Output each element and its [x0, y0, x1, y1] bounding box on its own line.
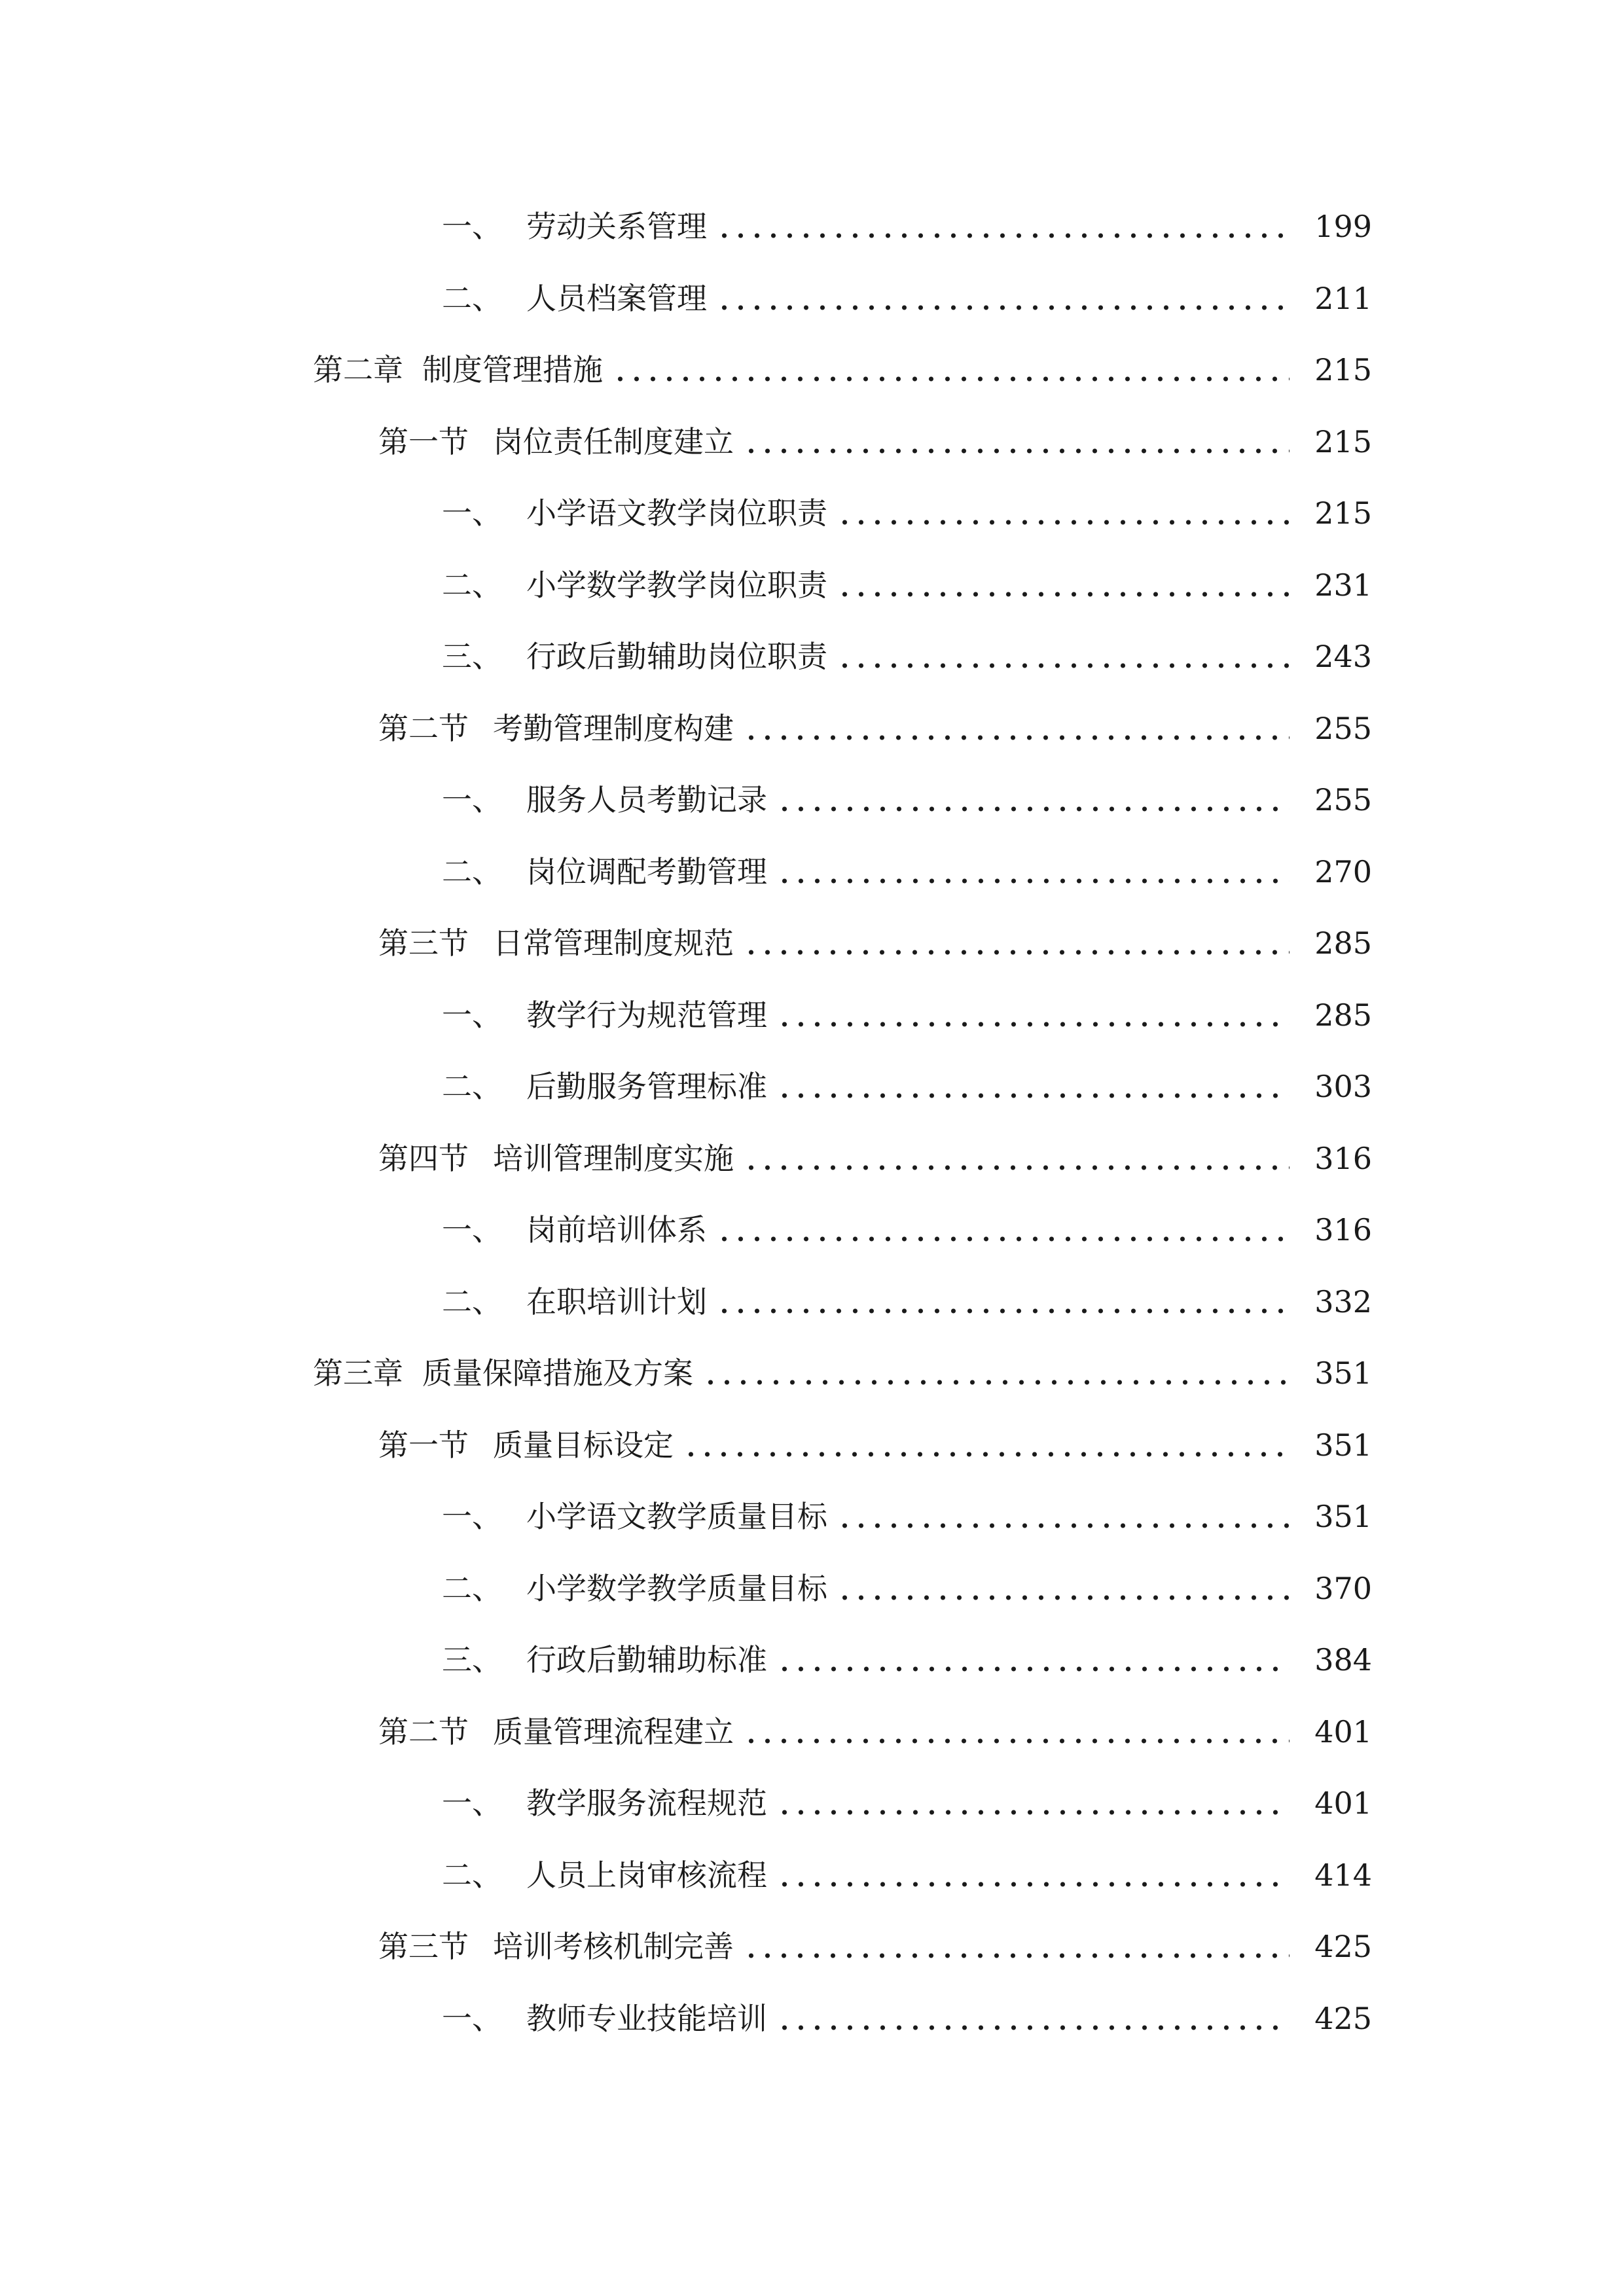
toc-entry-number: 一、 [442, 2001, 502, 2036]
toc-entry-number: 第三章 [313, 1355, 403, 1391]
toc-entry-title: 教学服务流程规范 [526, 1785, 767, 1821]
toc-entry-title: 行政后勤辅助标准 [526, 1642, 767, 1677]
toc-entry-title: 日常管理制度规范 [493, 925, 734, 961]
toc-entry-page: 199 [1314, 209, 1372, 244]
toc-entry-number: 第三节 [378, 1929, 469, 1964]
dot-leader [743, 1142, 1290, 1172]
toc-entry[interactable] [0, 549, 1624, 621]
dot-leader [612, 353, 1290, 384]
toc-entry[interactable] [0, 1982, 1624, 2054]
toc-entry-page: 285 [1314, 997, 1372, 1033]
dot-leader [776, 1787, 1290, 1817]
toc-entry-number: 第二章 [313, 352, 403, 387]
toc-entry[interactable] [0, 262, 1624, 334]
toc-entry-number: 三、 [442, 639, 502, 674]
toc-entry-page: 270 [1314, 854, 1372, 889]
toc-entry-title: 人员上岗审核流程 [526, 1857, 767, 1893]
toc-entry[interactable] [0, 1624, 1624, 1696]
toc-entry-number: 一、 [442, 1785, 502, 1821]
toc-entry-number: 第二节 [378, 711, 469, 746]
dot-leader [837, 640, 1290, 670]
toc-entry[interactable] [0, 1194, 1624, 1266]
dot-leader [837, 1572, 1290, 1602]
toc-entry-page: 255 [1314, 782, 1372, 817]
toc-entry-number: 二、 [442, 281, 502, 316]
toc-entry[interactable] [0, 907, 1624, 979]
toc-entry-number: 二、 [442, 1284, 502, 1319]
toc-entry-page: 316 [1314, 1141, 1372, 1176]
toc-entry-page: 425 [1314, 1929, 1372, 1964]
toc-entry-number: 二、 [442, 1571, 502, 1606]
toc-entry[interactable] [0, 1337, 1624, 1409]
toc-entry-page: 215 [1314, 495, 1372, 531]
toc-entry[interactable] [0, 1480, 1624, 1552]
dot-leader [776, 1859, 1290, 1889]
toc-entry[interactable] [0, 1696, 1624, 1768]
toc-entry[interactable] [0, 477, 1624, 549]
toc-entry-title: 教学行为规范管理 [526, 997, 767, 1033]
toc-entry-number: 第四节 [378, 1141, 469, 1176]
toc-entry[interactable] [0, 406, 1624, 478]
toc-entry[interactable] [0, 334, 1624, 406]
toc-entry-number: 二、 [442, 567, 502, 603]
toc-entry-number: 二、 [442, 1857, 502, 1893]
toc-entry-page: 384 [1314, 1642, 1372, 1677]
dot-leader [743, 425, 1290, 456]
toc-entry-title: 小学数学教学质量目标 [526, 1571, 827, 1606]
toc-entry-page: 215 [1314, 352, 1372, 387]
toc-entry-title: 小学语文教学岗位职责 [526, 495, 827, 531]
toc-entry-page: 332 [1314, 1284, 1372, 1319]
toc-entry-number: 三、 [442, 1642, 502, 1677]
toc-entry-number: 一、 [442, 209, 502, 244]
toc-entry-number: 第三节 [378, 925, 469, 961]
toc-entry[interactable] [0, 1409, 1624, 1481]
dot-leader [716, 210, 1290, 240]
dot-leader [776, 1070, 1290, 1100]
dot-leader [837, 569, 1290, 599]
toc-entry-title: 培训管理制度实施 [493, 1141, 734, 1176]
toc-entry-number: 一、 [442, 1212, 502, 1247]
toc-entry-title: 服务人员考勤记录 [526, 782, 767, 817]
toc-entry-title: 质量保障措施及方案 [422, 1355, 693, 1391]
toc-entry[interactable] [0, 190, 1624, 262]
toc-entry-page: 215 [1314, 424, 1372, 459]
dot-leader [776, 1643, 1290, 1674]
dot-leader [776, 783, 1290, 814]
dot-leader [837, 497, 1290, 527]
toc-entry-page: 316 [1314, 1212, 1372, 1247]
dot-leader [716, 282, 1290, 312]
toc-entry[interactable] [0, 836, 1624, 908]
toc-entry-number: 第二节 [378, 1714, 469, 1749]
toc-entry[interactable] [0, 1910, 1624, 1982]
toc-entry-title: 教师专业技能培训 [526, 2001, 767, 2036]
toc-entry-page: 351 [1314, 1355, 1372, 1391]
toc-entry-page: 231 [1314, 567, 1372, 603]
toc-entry-title: 劳动关系管理 [526, 209, 707, 244]
toc-entry-title: 岗前培训体系 [526, 1212, 707, 1247]
toc-entry-title: 培训考核机制完善 [493, 1929, 734, 1964]
toc-entry[interactable] [0, 1266, 1624, 1338]
toc-entry-number: 第一节 [378, 424, 469, 459]
dot-leader [776, 855, 1290, 886]
toc-entry-title: 行政后勤辅助岗位职责 [526, 639, 827, 674]
toc-entry[interactable] [0, 764, 1624, 836]
toc-entry-number: 第一节 [378, 1427, 469, 1463]
dot-leader [743, 1930, 1290, 1960]
toc-entry-title: 小学数学教学岗位职责 [526, 567, 827, 603]
dot-leader [743, 712, 1290, 742]
toc-entry[interactable] [0, 1552, 1624, 1624]
toc-entry-number: 一、 [442, 997, 502, 1033]
toc-entry[interactable] [0, 1122, 1624, 1194]
dot-leader [716, 1285, 1290, 1316]
toc-entry-page: 414 [1314, 1857, 1372, 1893]
toc-entry-number: 一、 [442, 1499, 502, 1534]
toc-entry-page: 351 [1314, 1499, 1372, 1534]
toc-entry[interactable] [0, 979, 1624, 1051]
dot-leader [716, 1213, 1290, 1244]
toc-entry-number: 二、 [442, 1069, 502, 1104]
toc-entry-number: 一、 [442, 782, 502, 817]
toc-entry-number: 二、 [442, 854, 502, 889]
toc-entry-page: 211 [1314, 281, 1372, 316]
toc-entry[interactable] [0, 1839, 1624, 1911]
toc-entry-page: 255 [1314, 711, 1372, 746]
toc-entry-title: 制度管理措施 [422, 352, 603, 387]
toc-entry-page: 351 [1314, 1427, 1372, 1463]
toc-entry-number: 一、 [442, 495, 502, 531]
toc-entry-title: 质量管理流程建立 [493, 1714, 734, 1749]
toc-entry-title: 在职培训计划 [526, 1284, 707, 1319]
toc-entry-page: 370 [1314, 1571, 1372, 1606]
toc-entry-page: 425 [1314, 2001, 1372, 2036]
dot-leader [776, 999, 1290, 1029]
toc-entry-title: 人员档案管理 [526, 281, 707, 316]
toc-entry[interactable] [0, 620, 1624, 692]
dot-leader [743, 927, 1290, 957]
toc-entry-page: 243 [1314, 639, 1372, 674]
toc-entry-title: 岗位调配考勤管理 [526, 854, 767, 889]
toc-entry-title: 岗位责任制度建立 [493, 424, 734, 459]
toc-entry-page: 303 [1314, 1069, 1372, 1104]
toc-entry-title: 考勤管理制度构建 [493, 711, 734, 746]
dot-leader [683, 1429, 1290, 1459]
toc-entry[interactable] [0, 692, 1624, 764]
toc-entry-page: 401 [1314, 1785, 1372, 1821]
dot-leader [743, 1715, 1290, 1746]
dot-leader [837, 1500, 1290, 1530]
toc-entry-title: 小学语文教学质量目标 [526, 1499, 827, 1534]
toc-entry-page: 401 [1314, 1714, 1372, 1749]
toc-entry[interactable] [0, 1767, 1624, 1839]
dot-leader [776, 2002, 1290, 2032]
dot-leader [702, 1357, 1290, 1387]
toc-entry[interactable] [0, 1050, 1624, 1122]
toc-entry-title: 质量目标设定 [493, 1427, 674, 1463]
toc-entry-title: 后勤服务管理标准 [526, 1069, 767, 1104]
toc-entry-page: 285 [1314, 925, 1372, 961]
